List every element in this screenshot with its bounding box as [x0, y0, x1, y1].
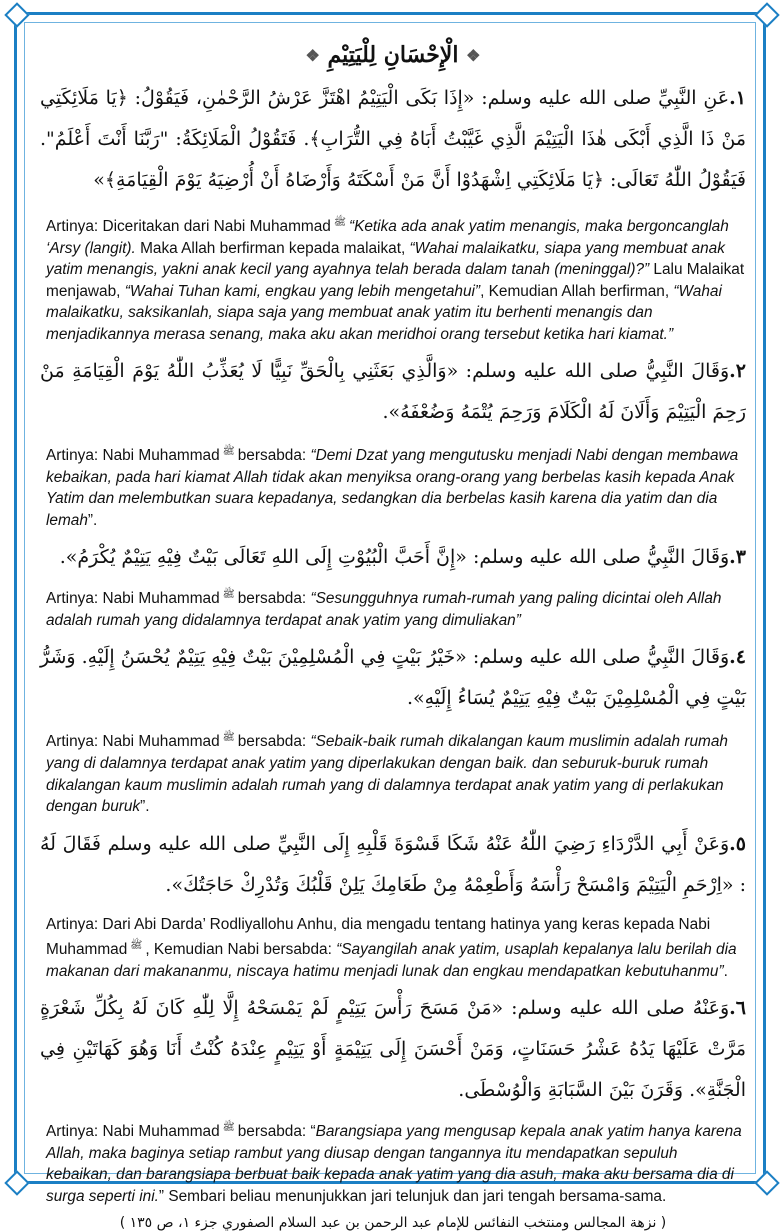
hadith-block: [40, 637, 746, 817]
title-ornament-icon: ❖: [305, 46, 320, 65]
hadith-number: ٦.: [729, 997, 746, 1020]
translation-segment: “Wahai malaikatku, siapa yang membuat anak yatim menangis, yakni anak kecil yang ayahnya telah berada dalam tanah (meninggal)?”: [46, 239, 725, 279]
translation-prefix: Artinya: Nabi Muhammad: [46, 733, 220, 751]
hadith-number: ٤.: [729, 646, 746, 669]
translation-segment: .: [723, 962, 728, 980]
saw-symbol-icon: ﷺ: [222, 446, 235, 458]
hadith-arabic: [40, 824, 746, 908]
saw-symbol-icon: ﷺ: [333, 217, 346, 228]
hadith-translation: [46, 441, 746, 531]
hadith-arabic-text: وَقَالَ النَّبِيُّ صلى الله عليه وسلم: «وَالَّذِي بَعَثَنِي بِالْحَقِّ نَبِيًّا لَا يُعَذِّبُ اللّٰهُ يَوْمَ الْقِيَامَةِ مَنْ رَحِمَ الْيَتِيْمَ وَأَلَانَ لَهُ الْكَلَامَ وَرَحِمَ يُتْمَهُ وَضُعْفَهُ».: [40, 360, 746, 424]
hadith-number: ٢.: [729, 360, 746, 383]
translation-segment: “Demi Dzat yang mengutusku menjadi Nabi dengan membawa kebaikan, pada hari kiamat Allah tidak akan menyiksa orang-orang yang berbelas kasih kepada Anak Yatim dan melembutkan suara kepadanya, sedangkan dia berbelas kasih karena dia yatim dan dia lemah: [46, 447, 739, 529]
translation-segment: “Sesungguhnya rumah-rumah yang paling dicintai oleh Allah adalah rumah yang didalamnya terdapat anak yatim yang dimuliakan”: [46, 590, 722, 629]
translation-segment: bersabda:: [237, 590, 311, 608]
document-body: [40, 34, 746, 1231]
saw-symbol-icon: ﷺ: [222, 732, 235, 744]
hadith-block: [40, 537, 746, 631]
translation-segment: ”.: [140, 798, 150, 815]
hadith-arabic: [40, 78, 746, 206]
hadith-arabic-text: وَقَالَ النَّبِيُّ صلى الله عليه وسلم: «إِنَّ أَحَبَّ الْبُيُوْتِ إِلَى اللهِ تَعَالَى بَيْتٌ فِيْهِ يَتِيْمٌ يُكْرَمُ».: [59, 546, 730, 569]
translation-segment: Lalu Malaikat menjawab,: [46, 261, 745, 300]
translation-prefix: Artinya: Nabi Muhammad: [46, 447, 220, 465]
hadith-arabic-text: وَعَنْهُ صلى الله عليه وسلم: «مَنْ مَسَحَ رَأْسَ يَتِيْمٍ لَمْ يَمْسَحْهُ إِلَّا لِلّٰهِ كَانَ لَهُ بِكُلِّ شَعْرَةٍ مَرَّتْ عَلَيْهَا يَدُهُ عَشْرُ حَسَنَاتٍ، وَمَنْ أَحْسَنَ إِلَى يَتِيْمَةٍ أَوْ يَتِيْمٍ عِنْدَهُ كُنْتُ أَنَا وَهُوَ كَهَاتَيْنِ فِي الْجَنَّةِ». وَقَرَنَ بَيْنَ السَّبَابَةِ وَالْوُسْطَى.: [40, 997, 746, 1102]
translation-segment: “Wahai Tuhan kami, engkau yang lebih mengetahui”: [124, 282, 481, 300]
translation-segment: “Sebaik-baik rumah dikalangan kaum muslimin adalah rumah yang di dalamnya terdapat anak yatim yang diperlakukan dengan baik. dan seburuk-buruk rumah dikalangan kaum muslimin adalah rumah yang di dalamnya terdapat anak yatim yang di perlakukan dengan buruk: [46, 733, 728, 815]
hadith-arabic: [40, 988, 746, 1111]
translation-prefix: Artinya: Nabi Muhammad: [46, 590, 220, 608]
hadith-number: ١.: [729, 87, 746, 109]
hadith-block: [40, 351, 746, 531]
hadith-block: [40, 78, 746, 345]
translation-segment: ” Sembari beliau menunjukkan jari telunjuk dan jari tengah bersama-sama.: [158, 1187, 667, 1205]
title-ornament-icon: ❖: [466, 46, 481, 65]
page-title: الْإِحْسَانِ لِلْيَتِيْمِ: [327, 42, 459, 68]
hadith-arabic-text: عَنِ النَّبِيِّ صلى الله عليه وسلم: «إِذَا بَكَى الْيَتِيْمُ اهْتَزَّ عَرْشُ الرَّحْمٰنِ، فَيَقُوْلُ: ﴿يَا مَلَائِكَتِي مَنْ ذَا الَّذِي أَبْكَى هٰذَا الْيَتِيْمَ الَّذِي غَيَّبْتُ أَبَاهُ فِي التُّرَابِ﴾. فَتَقُوْلُ الْمَلَائِكَةُ: "رَبَّنَا أَنْتَ أَعْلَمُ". فَيَقُوْلُ اللّٰهُ تَعَالَى: ﴿يَا مَلَائِكَتِي اِشْهَدُوْا أَنَّ مَنْ أَسْكَتَهُ وَأَرْضَاهُ أَنْ أُرْضِيَهُ يَوْمَ الْقِيَامَةِ﴾»: [40, 87, 746, 191]
translation-segment: “Ketika ada anak yatim menangis, maka bergoncanglah ‘Arsy (langit).: [46, 218, 729, 257]
hadith-number: ٣.: [729, 546, 746, 569]
hadith-arabic: [40, 351, 746, 435]
hadith-translation: [46, 914, 746, 983]
hadith-block: [40, 824, 746, 983]
hadith-translation: [46, 212, 746, 345]
hadith-translation: [46, 584, 746, 631]
translation-segment: Maka Allah berfirman kepada malaikat,: [135, 239, 410, 257]
hadith-arabic-text: وَقَالَ النَّبِيُّ صلى الله عليه وسلم: «خَيْرُ بَيْتٍ فِي الْمُسْلِمِيْنَ بَيْتٌ فِيْهِ يَتِيْمٌ يُحْسَنُ إِلَيْهِ. وَشَرُّ بَيْتٍ فِي الْمُسْلِمِيْنَ بَيْتٌ فِيْهِ يَتِيْمٌ يُسَاءُ إِلَيْهِ».: [40, 646, 746, 710]
saw-symbol-icon: ﷺ: [222, 589, 235, 601]
translation-segment: , Kemudian Nabi bersabda:: [145, 941, 337, 959]
translation-segment: “Sayangilah anak yatim, usaplah kepalanya lalu berilah dia makanan dari makananmu, niscaya hatimu menjadi lunak dan engkau mendapatkan kebutuhanmu”: [46, 941, 737, 980]
hadith-translation: [46, 1117, 746, 1207]
hadith-arabic: [40, 637, 746, 721]
page-title-row: [40, 38, 746, 72]
hadith-arabic: [40, 537, 746, 578]
translation-segment: bersabda: “: [237, 1123, 316, 1141]
hadith-arabic-text: وَعَنْ أَبِي الدَّرْدَاءِ رَضِيَ اللّٰهُ عَنْهُ شَكَا قَسْوَةَ قَلْبِهِ إِلَى النَّبِيِّ صلى الله عليه وسلم فَقَالَ لَهُ : «اِرْحَمِ الْيَتِيْمَ وَامْسَحْ رَأْسَهُ وَأَطْعِمْهُ مِنْ طَعَامِكَ يَلِنْ قَلْبُكَ وَتُدْرِكْ حَاجَتُكَ».: [40, 832, 746, 896]
source-citation: ( نزهة المجالس ومنتخب النفائس للإمام عبد الرحمن بن عبد السلام الصفوري جزء ١، ص ١٣٥ ): [119, 1215, 667, 1231]
translation-segment: Barangsiapa yang mengusap kepala anak yatim hanya karena Allah, maka baginya setiap rambut yang diusap dengan tangannya itu mendapatkan sepuluh kebaikan, dan barangsiapa berbuat baik kepada anak yatim yang dia asuh, maka aku bersama dia di surga seperti ini.: [46, 1123, 742, 1205]
translation-segment: bersabda:: [237, 447, 311, 465]
hadith-number: ٥.: [729, 832, 746, 855]
translation-prefix: Artinya: Dari Abi Darda’ Rodliyallohu Anhu, dia mengadu tentang hatinya yang keras kepada Nabi Muhammad: [46, 915, 711, 959]
translation-segment: ”.: [87, 511, 98, 529]
saw-symbol-icon: ﷺ: [222, 1122, 235, 1134]
hadith-translation: [46, 727, 746, 817]
translation-segment: “Wahai malaikatku, saksikanlah, siapa saja yang membuat anak yatim itu berhenti menangis dan menjadikannya merasa senang, maka aku akan meridhoi orang tersebut ketika hari kiamat.”: [46, 282, 722, 343]
hadith-block: [40, 988, 746, 1207]
translation-prefix: Artinya: Nabi Muhammad: [46, 1123, 220, 1141]
translation-segment: bersabda:: [237, 733, 311, 751]
hadith-list: [40, 78, 746, 1207]
translation-prefix: Artinya: Diceritakan dari Nabi Muhammad: [46, 218, 331, 236]
saw-symbol-icon: ﷺ: [130, 940, 143, 951]
translation-segment: , Kemudian Allah berfirman,: [480, 282, 674, 300]
